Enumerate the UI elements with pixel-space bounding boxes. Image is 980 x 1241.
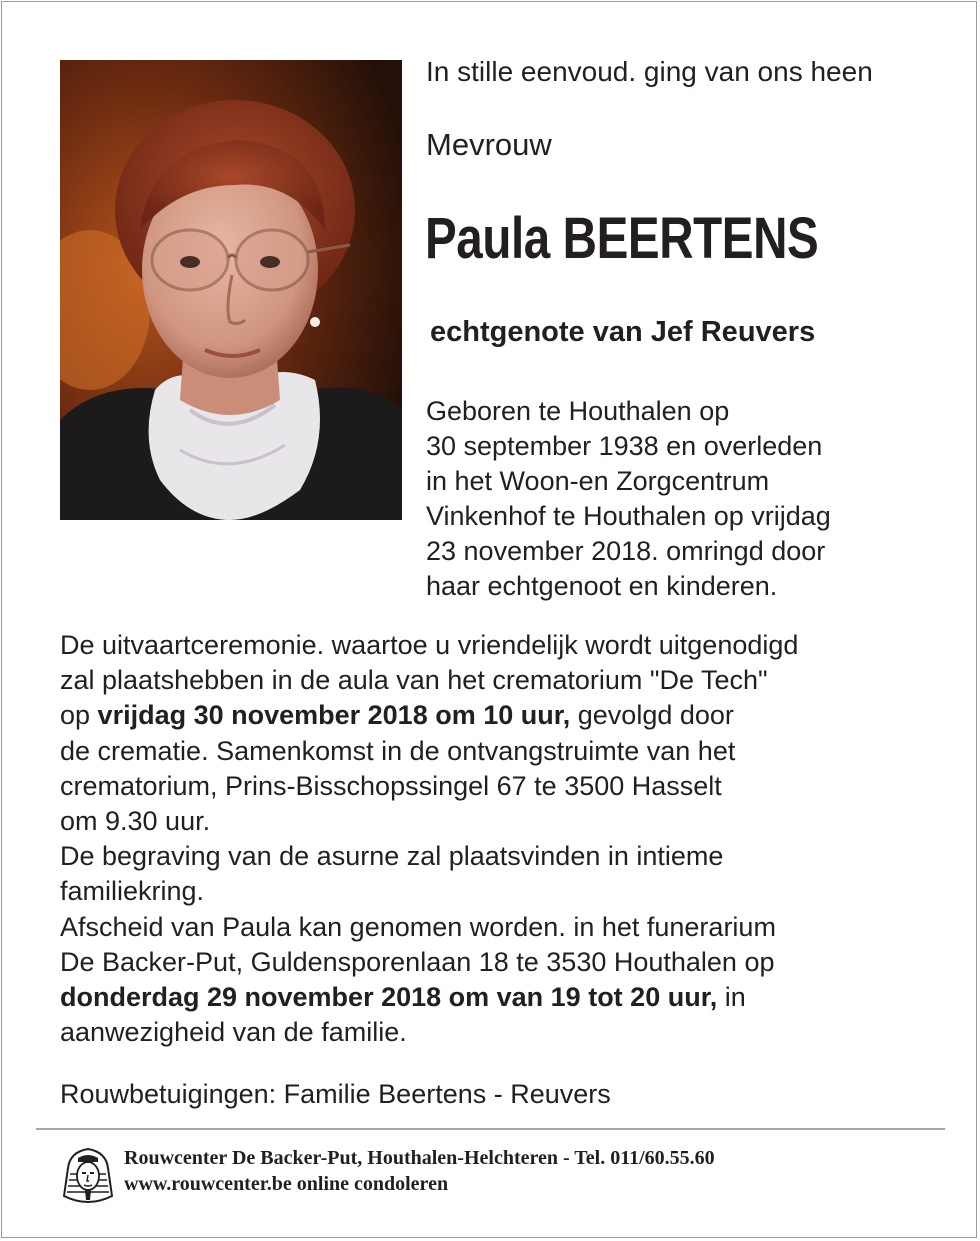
burial-line: De begraving van de asurne zal plaatsvinden in intieme <box>60 841 724 872</box>
burial-line: familiekring. <box>60 876 205 907</box>
honorific: Mevrouw <box>426 127 552 162</box>
funeral-home-footer <box>124 1145 715 1197</box>
spouse-line: echtgenote van Jef Reuvers <box>430 316 816 348</box>
ceremony-line: om 9.30 uur. <box>60 806 211 837</box>
funeral-home-contact: Rouwcenter De Backer-Put, Houthalen-Helchteren - Tel. 011/60.55.60 <box>124 1147 715 1169</box>
farewell-line: aanwezigheid van de familie. <box>60 1017 407 1048</box>
farewell-line: De Backer-Put, Guldensporenlaan 18 te 3530 Houthalen op <box>60 946 775 977</box>
ceremony-line: de crematie. Samenkomst in de ontvangstruimte van het <box>60 735 736 766</box>
deceased-name: Paula BEERTENS <box>425 206 819 271</box>
ceremony-line: De uitvaartceremonie. waartoe u vriendelijk wordt uitgenodigd <box>60 630 799 660</box>
born-line: 30 september 1938 en overleden <box>426 431 823 461</box>
farewell-date: donderdag 29 november 2018 om van 19 tot 20 uur, <box>60 982 718 1013</box>
condolences-line: Rouwbetuigingen: Familie Beertens - Reuvers <box>60 1079 611 1109</box>
ceremony-date-line <box>60 698 798 733</box>
pharaoh-logo-icon <box>60 1146 116 1204</box>
born-line: 23 november 2018. omringd door <box>426 536 826 566</box>
portrait-photo <box>60 60 402 520</box>
ceremony-line: zal plaatshebben in de aula van het crematorium "De Tech" <box>60 665 768 696</box>
born-line: Geboren te Houthalen op <box>426 396 730 426</box>
footer-divider <box>36 1128 945 1130</box>
birth-death-details <box>426 394 831 604</box>
farewell-date-line <box>60 980 798 1015</box>
funeral-home-website: www.rouwcenter.be online condoleren <box>124 1173 449 1195</box>
ceremony-line: crematorium, Prins-Bisschopssingel 67 te 3500 Hasselt <box>60 770 722 801</box>
intro-text: In stille eenvoud. ging van ons heen <box>426 56 873 87</box>
ceremony-details <box>60 628 798 1050</box>
portrait-illustration <box>60 60 402 520</box>
ceremony-date: vrijdag 30 november 2018 om 10 uur, <box>97 700 571 731</box>
ceremony-line-suffix: gevolgd door <box>570 700 734 731</box>
farewell-line: Afscheid van Paula kan genomen worden. in het funerarium <box>60 911 776 942</box>
born-line: in het Woon-en Zorgcentrum <box>426 466 770 496</box>
born-line: haar echtgenoot en kinderen. <box>426 571 778 601</box>
ceremony-line-prefix: op <box>60 700 98 731</box>
farewell-line-suffix: in <box>717 982 746 1013</box>
born-line: Vinkenhof te Houthalen op vrijdag <box>426 501 831 531</box>
